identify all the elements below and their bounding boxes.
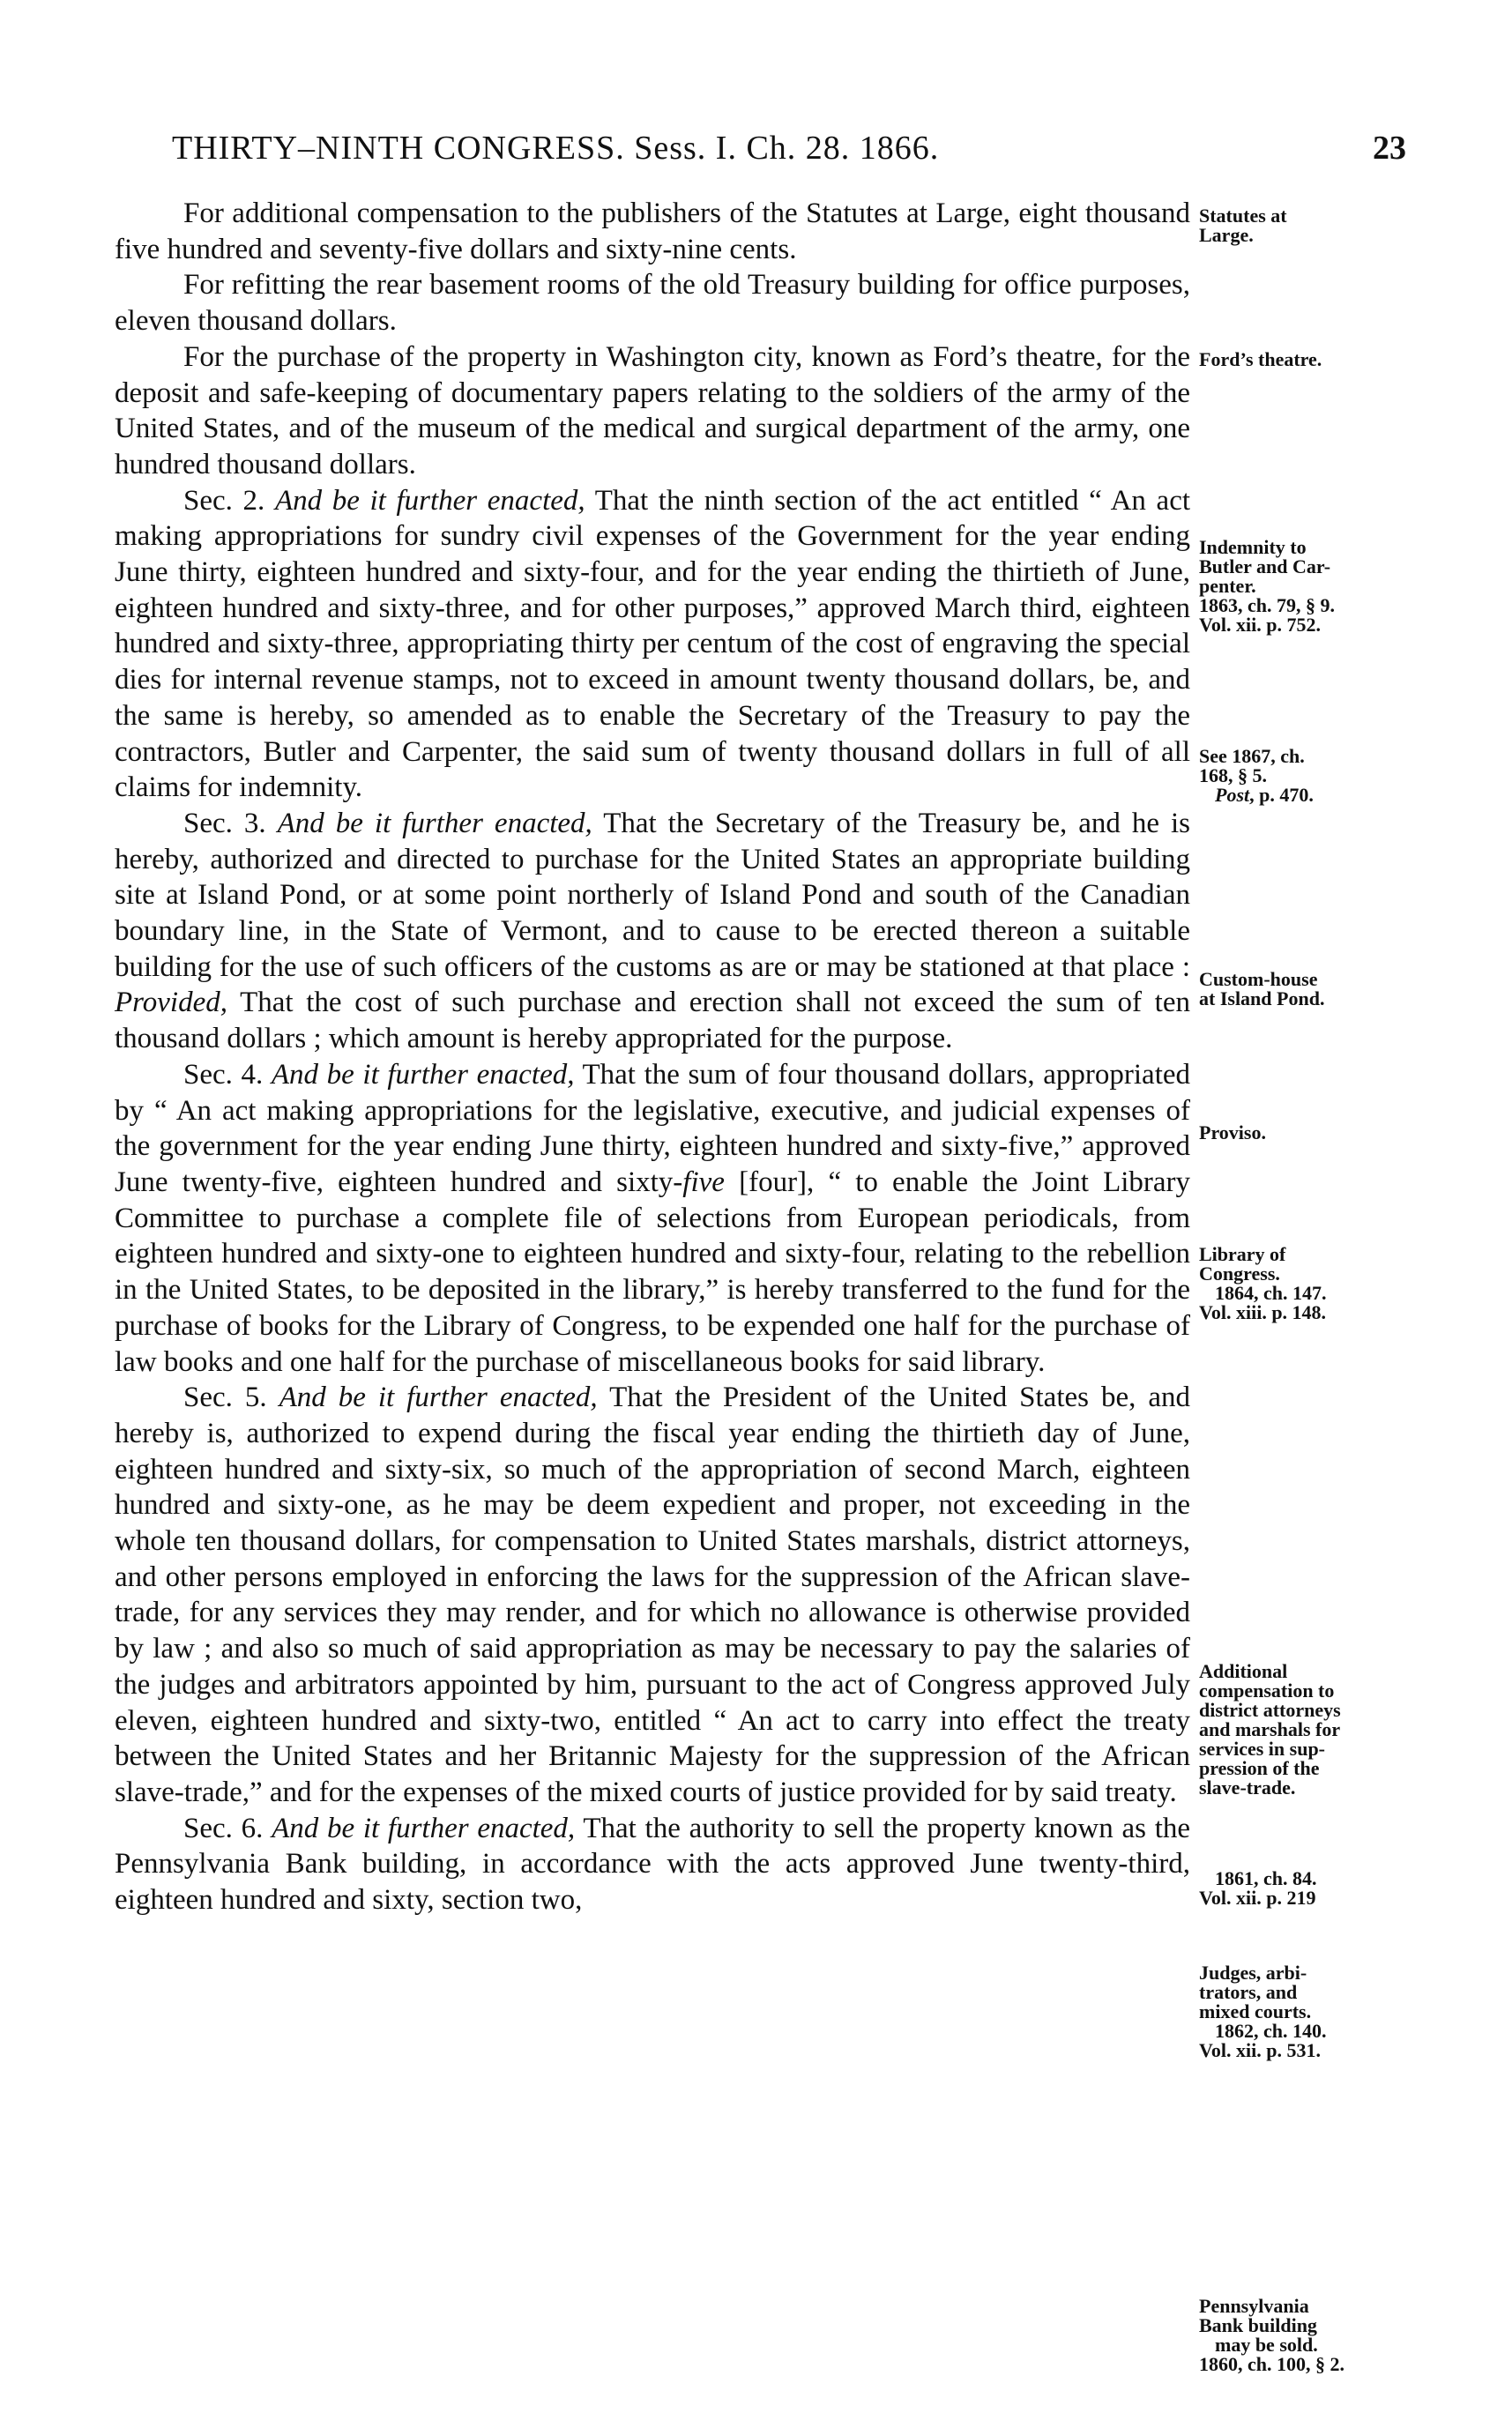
note-1861: 1861, ch. 84. Vol. xii. p. 219 (1199, 1867, 1317, 1909)
note-indemnity: Indemnity to Butler and Car- penter. 1863, ch. 79, § 9. Vol. xii. p. 752. (1199, 536, 1335, 636)
section-number: Sec. 6. (183, 1812, 264, 1844)
paragraph-section-2 (115, 483, 1190, 806)
note-judges-arbitrators: Judges, arbi- trators, and mixed courts. 1862, ch. 140. Vol. xii. p. 531. (1199, 1962, 1327, 2061)
note-additional-compensation: Additional compensation to district attorneys and marshals for services in sup- pression of the slave-trade. (1199, 1660, 1341, 1799)
paragraph-section-5 (115, 1380, 1190, 1810)
running-head: THIRTY–NINTH CONGRESS. Sess. I. Ch. 28. 1866. (172, 130, 940, 167)
margin-notes (1199, 196, 1481, 2382)
section-text: That the ninth section of the act entitled “ An act making appropriations for sundry civil expenses of the Government for the year ending June thirty, eighteen hundred and sixty-four, and for the year ending the thirtieth of June, eighteen hundred and sixty-three, and for other purposes,” approved March third, eighteen hundred and sixty-three, appropriating thirty per centum of the cost of engraving the special dies for internal revenue stamps, not to exceed in amount twenty thousand dollars, be, and the same is hereby, so amended as to enable the Secretary of the Treasury to pay the contractors, Butler and Carpenter, the said sum of twenty thousand dollars in full of all claims for indemnity. (115, 484, 1191, 804)
section-number: Sec. 5. (183, 1382, 267, 1414)
statute-body (115, 196, 1190, 1918)
section-text: That the sum of four thousand dollars, appropriated by “ An act making appropriations for the legislative, executive, and judicial expenses of the government for the year ending June thirty, eighteen hundred and sixty-five,” approved June twenty-five, eighteen hundred and sixty- (115, 1058, 1191, 1198)
section-text: That the Secretary of the Treasury be, and he is hereby, authorized and directed to purchase for the United States an appropriate building site at Island Pond, or at some point northerly of Island Pond and south of the Canadian boundary line, in the State of Vermont, and to cause to be erected thereon a suitable building for the use of such officers of the customs as are or may be stationed at that place : (115, 807, 1191, 983)
paragraph-statutes-at-large: For additional compensation to the publishers of the Statutes at Large, eight thousand five hundred and seventy-five dollars and sixty-nine cents. (115, 197, 1190, 265)
section-number: Sec. 4. (183, 1058, 264, 1091)
enacting-clause: And be it further enacted, (279, 1382, 598, 1414)
enacting-clause: And be it further enacted, (277, 807, 592, 839)
section-text: That the authority to sell the property known as the Pennsylvania Bank building, in accordance with the acts approved June twenty-third, eighteen hundred and sixty, section two, (115, 1812, 1191, 1917)
section-text: That the cost of such purchase and erection shall not exceed the sum of ten thousand dollars ; which amount is hereby appropriated for the purpose. (115, 987, 1190, 1055)
enacting-clause: And be it further enacted, (274, 484, 585, 517)
section-number: Sec. 2. (183, 484, 265, 517)
enacting-clause: And be it further enacted, (271, 1058, 575, 1091)
proviso-word: Provided, (115, 987, 227, 1019)
paragraph-section-4 (115, 1057, 1190, 1380)
section-text: [four], “ to enable the Joint Library Committee to purchase a complete file of selections from European periodicals, from eighteen hundred and sixty-one to eighteen hundred and sixty-four, relating to the rebellion in the United States, to be deposited in the library,” is hereby transferred to the fund for the purchase of books for the Library of Congress, to be expended one half for the purchase of law books and one half for the purchase of miscellaneous books for said library. (115, 1166, 1191, 1378)
note-pennsylvania-bank: Pennsylvania Bank building may be sold. 1860, ch. 100, § 2. (1199, 2295, 1344, 2375)
note-see-1867: See 1867, ch. 168, § 5. Post, p. 470. (1199, 745, 1314, 806)
paragraph-section-3 (115, 806, 1190, 1057)
paragraph-treasury-basement: For refitting the rear basement rooms of the old Treasury building for office purposes, eleven thousand dollars. (115, 269, 1190, 338)
note-custom-house: Custom-house at Island Pond. (1199, 968, 1325, 1009)
paragraph-section-6 (115, 1811, 1190, 1918)
page-number: 23 (1373, 130, 1406, 167)
note-statutes-at-large: Statutes at Large. (1199, 205, 1287, 246)
paragraph-fords-theatre: For the purchase of the property in Washington city, known as Ford’s theatre, for the deposit and safe-keeping of documentary papers relating to the soldiers of the army of the United States, and of the museum of the medical and surgical department of the army, one hundred thousand dollars. (115, 340, 1190, 480)
note-fords-theatre: Ford’s theatre. (1199, 348, 1322, 370)
section-number: Sec. 3. (183, 807, 266, 839)
section-text: That the President of the United States be, and hereby is, authorized to expend during the fiscal year ending the thirtieth day of June, eighteen hundred and sixty-six, so much of the appropriation of second March, eighteen hundred and sixty-one, as he may be deem expedient and proper, not exceeding in the whole ten thousand dollars, for compensation to United States marshals, district attorneys, and other persons employed in enforcing the laws for the suppression of the African slave-trade, for any services they may render, and for which no allowance is otherwise provided by law ; and also so much of said appropriation as may be necessary to pay the salaries of the judges and arbitrators appointed by him, pursuant to the act of Congress approved July eleven, eighteen hundred and sixty-two, entitled “ An act to carry into effect the treaty between the United States and her Britannic Majesty for the suppression of the African slave-trade,” and for the expenses of the mixed courts of justice provided for by said treaty. (115, 1382, 1190, 1808)
enacting-clause: And be it further enacted, (272, 1812, 576, 1844)
note-library-of-congress: Library of Congress. 1864, ch. 147. Vol. xiii. p. 148. (1199, 1243, 1327, 1323)
note-proviso: Proviso. (1199, 1121, 1266, 1143)
italic-five: five (682, 1166, 725, 1198)
page-header (172, 129, 1406, 173)
